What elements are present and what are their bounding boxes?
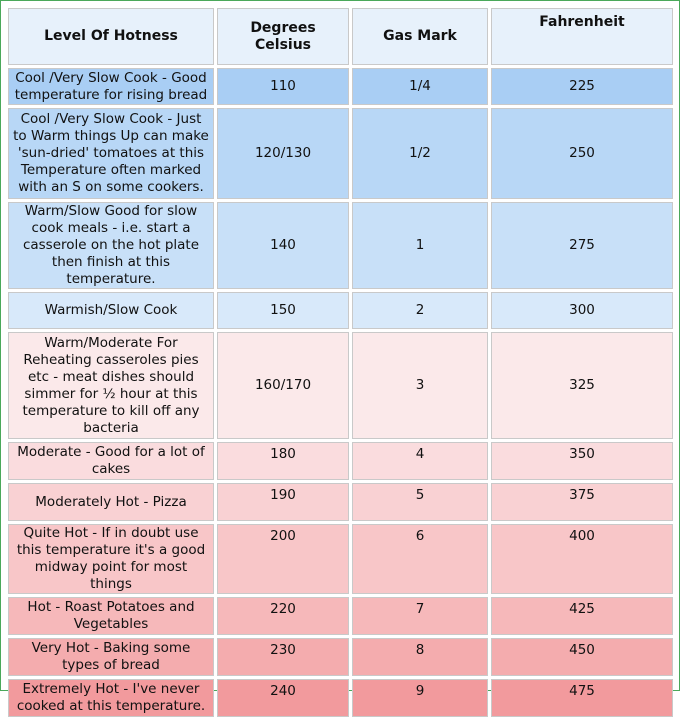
table-row — [8, 597, 673, 635]
cell-level-of-hotness: Very Hot - Baking some types of bread — [8, 638, 214, 676]
cell-gas-mark: 6 — [352, 524, 488, 594]
cell-level-of-hotness: Cool /Very Slow Cook - Just to Warm things Up can make 'sun-dried' tomatoes at this Temperature often marked with an S on some cookers. — [8, 108, 214, 199]
cell-level-of-hotness: Cool /Very Slow Cook - Good temperature for rising bread — [8, 68, 214, 105]
cell-gas-mark: 2 — [352, 292, 488, 329]
cell-gas-mark: 5 — [352, 483, 488, 521]
table-row — [8, 108, 673, 199]
header-fahrenheit: Fahrenheit — [491, 8, 673, 65]
cell-fahrenheit: 425 — [491, 597, 673, 635]
cell-degrees-celsius: 190 — [217, 483, 349, 521]
cell-fahrenheit: 225 — [491, 68, 673, 105]
cell-fahrenheit: 475 — [491, 679, 673, 717]
cell-degrees-celsius: 180 — [217, 442, 349, 480]
cell-gas-mark: 9 — [352, 679, 488, 717]
cell-degrees-celsius: 150 — [217, 292, 349, 329]
table-body — [8, 68, 673, 717]
cell-level-of-hotness: Extremely Hot - I've never cooked at this temperature. — [8, 679, 214, 717]
cell-gas-mark: 4 — [352, 442, 488, 480]
cell-fahrenheit: 275 — [491, 202, 673, 289]
cell-level-of-hotness: Warmish/Slow Cook — [8, 292, 214, 329]
cell-gas-mark: 1/4 — [352, 68, 488, 105]
cell-level-of-hotness: Quite Hot - If in doubt use this temperature it's a good midway point for most things — [8, 524, 214, 594]
cell-degrees-celsius: 220 — [217, 597, 349, 635]
cell-fahrenheit: 450 — [491, 638, 673, 676]
cell-degrees-celsius: 120/130 — [217, 108, 349, 199]
cell-gas-mark: 1 — [352, 202, 488, 289]
cell-gas-mark: 1/2 — [352, 108, 488, 199]
cell-level-of-hotness: Warm/Slow Good for slow cook meals - i.e. start a casserole on the hot plate then finish at this temperature. — [8, 202, 214, 289]
cell-degrees-celsius: 230 — [217, 638, 349, 676]
cell-level-of-hotness: Moderately Hot - Pizza — [8, 483, 214, 521]
header-celsius: Degrees Celsius — [217, 8, 349, 65]
table-row — [8, 442, 673, 480]
cell-degrees-celsius: 200 — [217, 524, 349, 594]
cell-level-of-hotness: Moderate - Good for a lot of cakes — [8, 442, 214, 480]
cell-fahrenheit: 300 — [491, 292, 673, 329]
table-row — [8, 638, 673, 676]
oven-temperature-table — [5, 5, 676, 720]
header-level: Level Of Hotness — [8, 8, 214, 65]
cell-fahrenheit: 250 — [491, 108, 673, 199]
cell-fahrenheit: 400 — [491, 524, 673, 594]
cell-level-of-hotness: Hot - Roast Potatoes and Vegetables — [8, 597, 214, 635]
table-row — [8, 68, 673, 105]
table-row — [8, 679, 673, 717]
cell-degrees-celsius: 160/170 — [217, 332, 349, 439]
table-row — [8, 202, 673, 289]
cell-degrees-celsius: 140 — [217, 202, 349, 289]
table-row — [8, 332, 673, 439]
table-row — [8, 483, 673, 521]
header-gas-mark: Gas Mark — [352, 8, 488, 65]
table-row — [8, 524, 673, 594]
cell-gas-mark: 7 — [352, 597, 488, 635]
cell-fahrenheit: 375 — [491, 483, 673, 521]
cell-fahrenheit: 325 — [491, 332, 673, 439]
cell-gas-mark: 3 — [352, 332, 488, 439]
cell-fahrenheit: 350 — [491, 442, 673, 480]
cell-level-of-hotness: Warm/Moderate For Reheating casseroles pies etc - meat dishes should simmer for ½ hour at this temperature to kill off any bacteria — [8, 332, 214, 439]
cell-degrees-celsius: 110 — [217, 68, 349, 105]
cell-degrees-celsius: 240 — [217, 679, 349, 717]
table-row — [8, 292, 673, 329]
header-row — [8, 8, 673, 65]
cell-gas-mark: 8 — [352, 638, 488, 676]
